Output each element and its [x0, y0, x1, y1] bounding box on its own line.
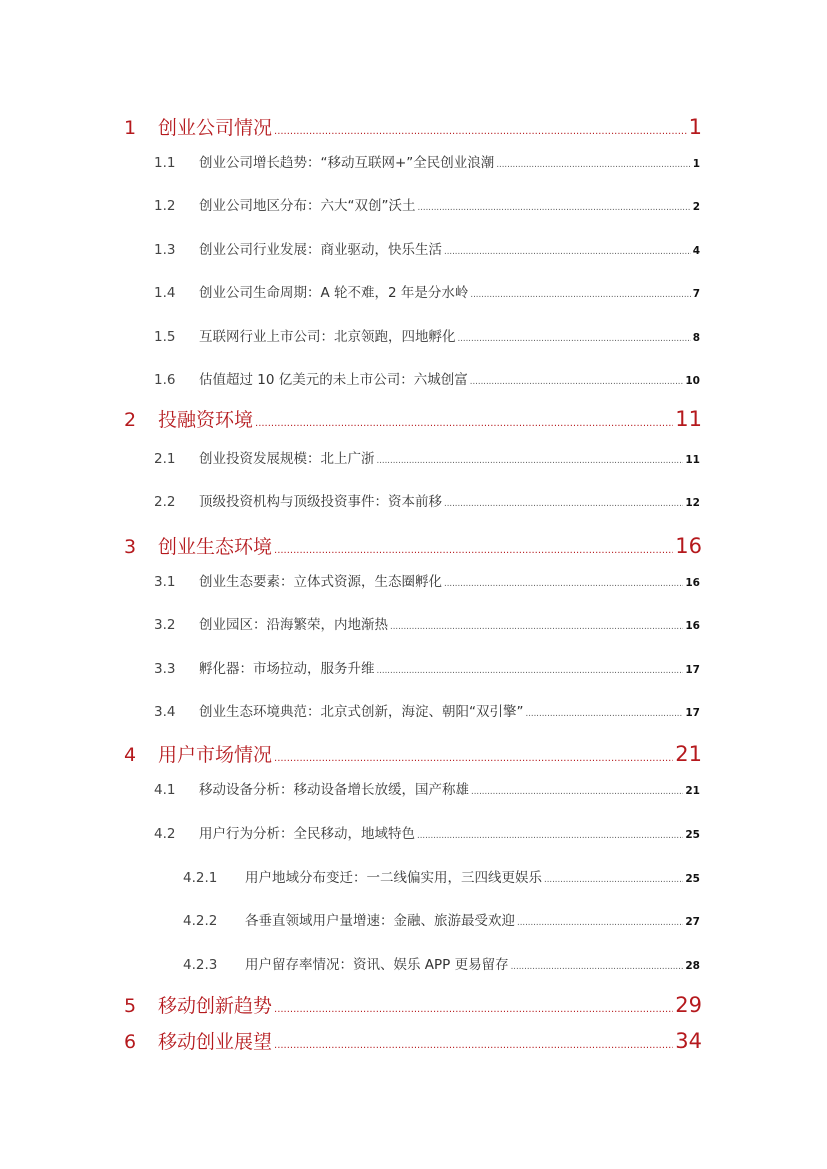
toc-dot-leader — [274, 126, 687, 137]
toc-entry-number: 4.2.2 — [183, 913, 218, 929]
toc-entry-1-4[interactable] — [154, 281, 700, 301]
toc-entry-5[interactable] — [124, 991, 702, 1018]
toc-dot-leader — [471, 787, 683, 797]
toc-entry-page: 17 — [685, 664, 700, 676]
toc-entry-4-2-2[interactable] — [183, 909, 700, 929]
toc-entry-number: 6 — [124, 1031, 137, 1053]
toc-entry-page: 28 — [685, 960, 700, 972]
toc-entry-number: 2.1 — [154, 451, 176, 467]
toc-entry-title: 各垂直领域用户量增速：金融、旅游最受欢迎 — [245, 913, 515, 929]
toc-entry-number: 4.2.1 — [183, 870, 218, 886]
toc-entry-page: 8 — [692, 332, 700, 344]
toc-entry-3-2[interactable] — [154, 613, 700, 633]
toc-entry-page: 21 — [675, 742, 702, 766]
toc-entry-title: 互联网行业上市公司：北京领跑，四地孵化 — [199, 329, 456, 345]
toc-entry-number: 3.4 — [154, 704, 176, 720]
toc-entry-number: 1.3 — [154, 242, 176, 258]
toc-entry-page: 11 — [685, 454, 700, 466]
toc-entry-page: 16 — [675, 534, 702, 558]
toc-dot-leader — [377, 456, 684, 466]
toc-entry-number: 1 — [124, 117, 137, 139]
toc-entry-title: 创业投资发展规模：北上广浙 — [199, 451, 375, 467]
toc-entry-number: 4 — [124, 744, 137, 766]
toc-entry-number: 1.4 — [154, 285, 176, 301]
toc-entry-number: 4.1 — [154, 782, 176, 798]
toc-entry-title: 顶级投资机构与顶级投资事件：资本前移 — [199, 494, 442, 510]
toc-dot-leader — [511, 962, 684, 972]
toc-entry-page: 1 — [688, 115, 702, 139]
toc-dot-leader — [470, 290, 690, 300]
toc-entry-number: 3.1 — [154, 574, 176, 590]
toc-entry-number: 3 — [124, 536, 137, 558]
toc-entry-4-2-3[interactable] — [183, 953, 700, 973]
toc-entry-page: 25 — [685, 873, 700, 885]
toc-entry-1-3[interactable] — [154, 238, 700, 258]
toc-entry-title: 创业公司情况 — [158, 117, 273, 139]
toc-entry-4-2-1[interactable] — [183, 866, 700, 886]
toc-entry-6[interactable] — [124, 1027, 702, 1054]
toc-dot-leader — [255, 418, 673, 429]
toc-entry-page: 21 — [685, 785, 700, 797]
toc-entry-2-1[interactable] — [154, 447, 700, 467]
toc-entry-title: 创业公司增长趋势：“移动互联网+”全民创业浪潮 — [199, 155, 495, 171]
toc-entry-title: 用户地域分布变迁：一二线偏实用，三四线更娱乐 — [245, 870, 542, 886]
toc-dot-leader — [417, 831, 683, 841]
toc-entry-number: 1.6 — [154, 372, 176, 388]
toc-entry-2-2[interactable] — [154, 490, 700, 510]
toc-entry-number: 4.2 — [154, 826, 176, 842]
toc-entry-number: 2 — [124, 409, 137, 431]
toc-entry-1-5[interactable] — [154, 325, 700, 345]
toc-entry-title: 创业生态环境 — [158, 536, 273, 558]
toc-entry-3[interactable] — [124, 532, 702, 559]
toc-entry-page: 34 — [675, 1029, 702, 1053]
toc-entry-title: 移动创新趋势 — [158, 995, 273, 1017]
toc-dot-leader — [444, 499, 683, 509]
toc-dot-leader — [458, 334, 691, 344]
toc-entry-title: 用户市场情况 — [158, 744, 273, 766]
toc-entry-page: 29 — [675, 993, 702, 1017]
toc-entry-3-1[interactable] — [154, 570, 700, 590]
toc-entry-page: 16 — [685, 577, 700, 589]
toc-entry-4-1[interactable] — [154, 778, 700, 798]
toc-entry-number: 1.2 — [154, 198, 176, 214]
toc-dot-leader — [517, 918, 683, 928]
toc-entry-page: 4 — [692, 245, 700, 257]
toc-dot-leader — [444, 247, 691, 257]
toc-entry-title: 用户留存率情况：资讯、娱乐 APP 更易留存 — [245, 957, 509, 973]
toc-dot-leader — [274, 753, 673, 764]
toc-entry-title: 移动创业展望 — [158, 1031, 273, 1053]
toc-dot-leader — [470, 377, 684, 387]
toc-dot-leader — [496, 160, 690, 170]
toc-entry-number: 1.1 — [154, 155, 176, 171]
toc-entry-page: 1 — [692, 158, 700, 170]
toc-dot-leader — [444, 579, 683, 589]
toc-entry-1-6[interactable] — [154, 368, 700, 388]
toc-entry-page: 27 — [685, 916, 700, 928]
toc-entry-number: 3.2 — [154, 617, 176, 633]
toc-entry-page: 25 — [685, 829, 700, 841]
toc-entry-number: 3.3 — [154, 661, 176, 677]
toc-entry-title: 移动设备分析：移动设备增长放缓，国产称雄 — [199, 782, 469, 798]
toc-entry-page: 17 — [685, 707, 700, 719]
toc-entry-title: 投融资环境 — [158, 409, 254, 431]
toc-entry-page: 16 — [685, 620, 700, 632]
toc-entry-title: 创业生态要素：立体式资源，生态圈孵化 — [199, 574, 442, 590]
toc-dot-leader — [274, 545, 673, 556]
toc-entry-page: 7 — [692, 288, 700, 300]
toc-entry-page: 10 — [685, 375, 700, 387]
toc-entry-1-1[interactable] — [154, 151, 700, 171]
toc-entry-4-2[interactable] — [154, 822, 700, 842]
toc-entry-title: 用户行为分析：全民移动，地域特色 — [199, 826, 415, 842]
toc-entry-title: 创业园区：沿海繁荣，内地渐热 — [199, 617, 388, 633]
toc-dot-leader — [377, 666, 684, 676]
toc-entry-title: 创业生态环境典范：北京式创新，海淀、朝阳“双引擎” — [199, 704, 524, 720]
toc-entry-title: 估值超过 10 亿美元的未上市公司：六城创富 — [199, 372, 468, 388]
toc-entry-number: 5 — [124, 995, 137, 1017]
toc-entry-title: 创业公司地区分布：六大“双创”沃土 — [199, 198, 416, 214]
toc-dot-leader — [274, 1040, 673, 1051]
toc-entry-1[interactable] — [124, 113, 702, 140]
toc-dot-leader — [544, 875, 683, 885]
toc-entry-title: 孵化器：市场拉动，服务升维 — [199, 661, 375, 677]
toc-entry-page: 12 — [685, 497, 700, 509]
toc-entry-4[interactable] — [124, 740, 702, 767]
toc-entry-3-4[interactable] — [154, 700, 700, 720]
toc-entry-3-3[interactable] — [154, 657, 700, 677]
toc-entry-page: 2 — [692, 201, 700, 213]
toc-entry-title: 创业公司行业发展：商业驱动，快乐生活 — [199, 242, 442, 258]
toc-dot-leader — [526, 709, 684, 719]
toc-entry-page: 11 — [675, 407, 702, 431]
toc-entry-1-2[interactable] — [154, 194, 700, 214]
toc-dot-leader — [418, 203, 691, 213]
toc-entry-title: 创业公司生命周期：A 轮不难，2 年是分水岭 — [199, 285, 469, 301]
toc-dot-leader — [390, 622, 683, 632]
toc-entry-number: 4.2.3 — [183, 957, 218, 973]
toc-entry-number: 2.2 — [154, 494, 176, 510]
toc-dot-leader — [274, 1004, 673, 1015]
toc-entry-number: 1.5 — [154, 329, 176, 345]
toc-entry-2[interactable] — [124, 405, 702, 432]
